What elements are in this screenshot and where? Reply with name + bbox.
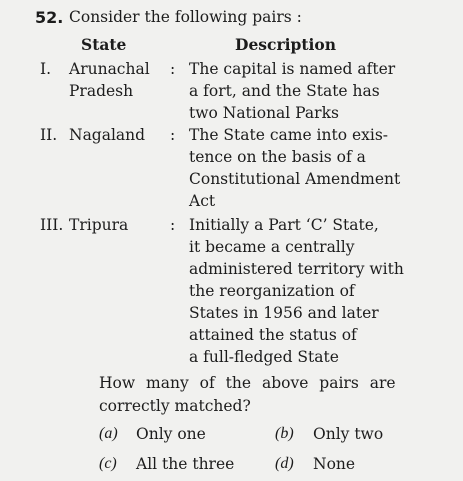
column-header-description: Description — [235, 35, 337, 54]
row-colon: : — [170, 126, 176, 144]
row-colon: : — [170, 216, 176, 234]
option-text: Only one — [136, 425, 206, 443]
state-name-line: Pradesh — [69, 82, 134, 100]
description-line: a fort, and the State has — [189, 82, 380, 100]
option-text: Only two — [313, 425, 384, 443]
description-line: a full-fledged State — [189, 348, 339, 366]
state-name-line: Tripura — [69, 216, 129, 234]
question-prompt: Consider the following pairs : — [69, 8, 302, 26]
description-line: the reorganization of — [189, 282, 355, 300]
row-colon: : — [170, 60, 176, 78]
option-key: (a) — [99, 425, 118, 442]
option-text: All the three — [136, 455, 235, 473]
column-header-state: State — [81, 35, 127, 54]
description-line: two National Parks — [189, 104, 339, 122]
option-key: (c) — [99, 455, 117, 472]
option-key: (b) — [275, 425, 294, 442]
question-number: 52. — [35, 8, 64, 27]
ask-line: How many of the above pairs are — [99, 374, 396, 392]
description-line: The State came into exis- — [189, 126, 389, 144]
description-line: Act — [189, 192, 216, 210]
description-line: attained the status of — [189, 326, 357, 344]
option-key: (d) — [275, 455, 294, 472]
row-numeral: I. — [40, 60, 52, 78]
description-line: administered territory with — [189, 260, 404, 278]
description-line: Constitutional Amendment — [189, 170, 401, 188]
option-text: None — [313, 455, 356, 473]
state-name-line: Arunachal — [69, 60, 150, 78]
ask-line: correctly matched? — [99, 397, 251, 415]
description-line: The capital is named after — [189, 60, 396, 78]
row-numeral: II. — [40, 126, 58, 144]
description-line: tence on the basis of a — [189, 148, 366, 166]
description-line: Initially a Part ‘C’ State, — [189, 216, 379, 234]
state-name-line: Nagaland — [69, 126, 146, 144]
description-line: it became a centrally — [189, 238, 355, 256]
description-line: States in 1956 and later — [189, 304, 379, 322]
row-numeral: III. — [40, 216, 64, 234]
